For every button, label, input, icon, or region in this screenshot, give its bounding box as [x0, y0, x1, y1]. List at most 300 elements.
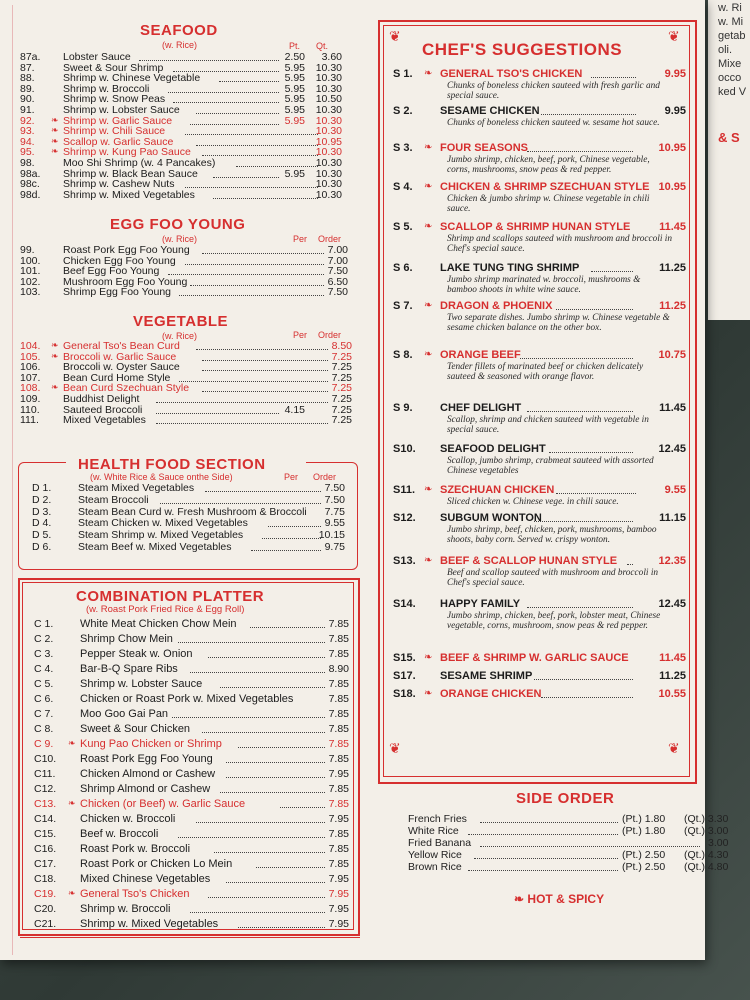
- chef-dish-description: Scallop, shrimp and chicken sauteed with vegetable in special sauce.: [447, 415, 649, 435]
- item-number: 109.: [20, 393, 41, 405]
- dot-leader: [468, 870, 618, 871]
- item-number: 102.: [20, 275, 41, 288]
- item-name: Shrimp w. Lobster Sauce: [63, 104, 180, 116]
- dot-leader: [168, 92, 279, 93]
- dot-leader: [178, 837, 325, 838]
- item-number: C14.: [34, 813, 57, 825]
- side-item-quart: (Qt.) 3.00: [684, 825, 729, 837]
- item-number: C16.: [34, 843, 57, 855]
- item-price: 10.30: [315, 146, 342, 159]
- chili-pepper-icon: ❧: [424, 142, 433, 153]
- item-price: 7.85: [328, 618, 349, 630]
- dot-leader: [185, 134, 318, 135]
- item-number: C13.: [34, 798, 57, 810]
- chili-pepper-icon: ❧: [68, 798, 76, 808]
- item-number: C 9.: [34, 738, 54, 750]
- chef-code: S18.: [393, 688, 416, 700]
- chef-dish-name: ORANGE CHICKEN: [440, 688, 542, 700]
- item-number: C 1.: [34, 618, 54, 630]
- item-number: D 3.: [32, 505, 52, 518]
- item-price: 10.30: [315, 82, 342, 95]
- chili-pepper-icon: ❧: [424, 300, 433, 311]
- chef-dish-price: 12.45: [658, 443, 686, 455]
- chef-dish-price: 12.45: [658, 598, 686, 610]
- item-price: 10.30: [315, 61, 342, 74]
- chef-dish-name: SZECHUAN CHICKEN: [440, 484, 555, 496]
- hot-spicy-legend: [514, 892, 604, 906]
- dot-leader: [190, 285, 324, 286]
- item-number: 89.: [20, 82, 35, 95]
- dot-leader: [236, 166, 318, 167]
- item-price: 7.00: [327, 254, 348, 267]
- item-number: C 6.: [34, 693, 54, 705]
- item-number: C 2.: [34, 633, 54, 645]
- chef-code: S10.: [393, 443, 416, 455]
- chef-dish-name: GENERAL TSO'S CHICKEN: [440, 68, 583, 80]
- chef-dish-name: CHICKEN & SHRIMP SZECHUAN STYLE: [440, 181, 650, 193]
- item-price: 7.25: [331, 382, 352, 395]
- dot-leader: [208, 897, 325, 898]
- item-name: Steam Broccoli: [78, 493, 149, 506]
- seafood-title: SEAFOOD: [140, 22, 218, 39]
- seafood-subtitle: (w. Rice): [162, 40, 198, 50]
- col-order: Order: [313, 472, 337, 482]
- egg-foo-young-subtitle: (w. Rice): [162, 234, 198, 244]
- item-price: 10.30: [315, 114, 342, 127]
- chef-dish-description: Sliced chicken w. Chinese vege. in chili sauce.: [447, 497, 619, 507]
- item-number: 88.: [20, 72, 35, 85]
- dot-leader: [262, 538, 321, 539]
- item-name: Shrimp w. Broccoli: [80, 903, 171, 915]
- item-name: Shrimp w. Chili Sauce: [63, 125, 166, 138]
- side-item-name: White Rice: [408, 825, 459, 837]
- strip-text: getab: [718, 30, 746, 42]
- chef-dish-price: 11.25: [659, 670, 686, 682]
- dot-leader: [541, 697, 633, 698]
- col-order: Order: [318, 330, 342, 340]
- item-number: D 2.: [32, 493, 52, 506]
- item-price: 7.85: [328, 678, 349, 690]
- chef-code: S 4.: [393, 181, 413, 193]
- chef-code: S13.: [393, 555, 416, 567]
- side-item-quart: (Qt.) 4.30: [684, 849, 729, 861]
- strip-text: & S: [718, 130, 740, 145]
- dot-leader: [527, 411, 633, 412]
- col-pt: Pt.: [289, 41, 301, 51]
- dot-leader: [480, 846, 700, 847]
- combination-title: COMBINATION PLATTER: [76, 588, 265, 605]
- dot-leader: [190, 912, 325, 913]
- item-name: Moo Shi Shrimp (w. 4 Pancakes): [63, 157, 216, 169]
- chef-dish-price: 10.55: [658, 688, 686, 700]
- chef-code: S 7.: [393, 300, 413, 312]
- dot-leader: [591, 77, 636, 78]
- item-name: Chicken (or Beef) w. Garlic Sauce: [80, 798, 246, 810]
- item-number: 106.: [20, 361, 41, 374]
- item-number: 98.: [20, 157, 35, 169]
- item-number: 87.: [20, 61, 35, 74]
- item-number: 98c.: [20, 178, 40, 191]
- chef-dish-name: SESAME CHICKEN: [440, 105, 540, 117]
- chef-code: S11.: [393, 484, 416, 496]
- dot-leader: [556, 309, 633, 310]
- item-price: 7.75: [324, 505, 345, 518]
- item-price: 6.50: [327, 275, 348, 288]
- item-number: C18.: [34, 873, 57, 885]
- item-name: Buddhist Delight: [63, 393, 140, 405]
- item-name: Bean Curd Home Style: [63, 371, 171, 384]
- item-price: 7.85: [328, 723, 349, 735]
- item-number: 103.: [20, 286, 41, 299]
- dot-leader: [179, 381, 328, 382]
- chili-pepper-icon: ❧: [424, 221, 433, 232]
- dot-leader: [160, 503, 321, 504]
- dot-leader: [219, 81, 279, 82]
- chef-dish-description: Beef and scallop sauteed with mushroom and broccoli in Chef's special sauce.: [447, 568, 659, 588]
- page-rule: [12, 5, 13, 955]
- vegetable-title: VEGETABLE: [133, 313, 229, 330]
- chef-code: S17.: [393, 670, 416, 682]
- item-number: 98a.: [20, 167, 41, 180]
- item-number: 94.: [20, 135, 35, 148]
- item-number: C 7.: [34, 708, 54, 720]
- dot-leader: [251, 550, 321, 551]
- col-per: Per: [293, 234, 308, 244]
- chef-dish-price: 11.25: [659, 300, 686, 312]
- dot-leader: [556, 493, 636, 494]
- chili-pepper-icon: ❧: [424, 181, 433, 192]
- side-item-quart: (Qt.) 3.30: [684, 813, 729, 825]
- side-item-pint: (Pt.) 1.80: [622, 813, 666, 825]
- item-name: Shrimp Almond or Cashew: [80, 783, 211, 795]
- dot-leader: [172, 717, 325, 718]
- item-price: 10.30: [315, 72, 342, 85]
- item-name: Shrimp w. Mixed Vegetables: [80, 918, 219, 930]
- chef-code: S 6.: [393, 262, 413, 274]
- dot-leader: [156, 423, 328, 424]
- item-name: Sauteed Broccoli: [63, 403, 143, 416]
- dot-leader: [190, 124, 279, 125]
- chef-dish-description: Tender fillets of marinated beef or chicken delicately sauteed & seasoned with orange flavor.: [447, 362, 644, 382]
- item-number: C15.: [34, 828, 57, 840]
- dot-leader: [190, 672, 325, 673]
- chef-dish-price: 9.55: [664, 484, 686, 496]
- item-price-small: 5.95: [284, 72, 305, 85]
- item-price: 7.85: [328, 633, 349, 645]
- item-number: C21.: [34, 918, 57, 930]
- chef-dish-price: 11.15: [659, 512, 686, 524]
- item-name: Lobster Sauce: [63, 51, 131, 63]
- chili-pepper-icon: ❧: [51, 114, 59, 125]
- chili-pepper-icon: ❧: [68, 888, 76, 898]
- chef-code: S 2.: [393, 105, 413, 117]
- item-name: Shrimp w. Kung Pao Sauce: [63, 146, 191, 159]
- dot-leader: [178, 642, 325, 643]
- dot-leader: [226, 762, 325, 763]
- item-price-small: 5.95: [284, 104, 305, 116]
- chef-code: S 9.: [393, 402, 413, 414]
- chef-dish-description: Shrimp and scallops sauteed with mushroom and broccoli in Chef's special sauce.: [447, 234, 673, 254]
- item-number: C11.: [34, 768, 56, 780]
- chef-dish-description: Jumbo shrimp, chicken, beef, pork, Chinese vegetable, corns, mushrooms, snow peas & red pepper.: [447, 155, 650, 175]
- item-number: 110.: [20, 403, 40, 416]
- side-item-name: Yellow Rice: [408, 849, 462, 861]
- dot-leader: [238, 927, 325, 928]
- side-item-pint: (Pt.) 2.50: [622, 861, 666, 873]
- dot-leader: [202, 253, 324, 254]
- item-name: Broccoli w. Garlic Sauce: [63, 350, 177, 363]
- item-name: Roast Pork or Chicken Lo Mein: [80, 858, 233, 870]
- item-price: 10.30: [315, 178, 342, 191]
- side-item-pint: (Pt.) 1.80: [622, 825, 666, 837]
- item-name: Shrimp Chow Mein: [80, 633, 173, 645]
- item-price-small: 5.95: [284, 82, 305, 95]
- chef-dish-price: 9.95: [664, 68, 686, 80]
- item-price: 7.85: [328, 798, 349, 810]
- item-number: C12.: [34, 783, 57, 795]
- col-per: Per: [293, 330, 308, 340]
- chili-pepper-icon: ❧: [424, 68, 433, 79]
- item-number: 92.: [20, 114, 35, 127]
- item-name: Moo Goo Gai Pan: [80, 708, 169, 720]
- item-price: 7.50: [327, 265, 348, 278]
- side-item-name: Brown Rice: [408, 861, 462, 873]
- item-name: Bar-B-Q Spare Ribs: [80, 663, 178, 675]
- item-name: Mixed Vegetables: [63, 414, 146, 427]
- item-price: 7.25: [331, 414, 352, 427]
- item-name: Steam Shrimp w. Mixed Vegetables: [78, 529, 244, 542]
- dot-leader: [179, 295, 324, 296]
- item-price: 7.25: [331, 393, 352, 405]
- chef-code: S 5.: [393, 221, 413, 233]
- item-price: 7.25: [331, 403, 352, 416]
- item-number: C 4.: [34, 663, 54, 675]
- dot-leader: [196, 822, 325, 823]
- chef-dish-description: Chicken & jumbo shrimp w. Chinese vegetable in chili sauce.: [447, 194, 650, 214]
- chef-dish-name: CHEF DELIGHT: [440, 402, 522, 414]
- item-name: Beef w. Broccoli: [80, 828, 159, 840]
- item-price-small: 5.95: [284, 61, 305, 74]
- item-number: D 4.: [32, 517, 52, 530]
- item-number: 100.: [20, 254, 41, 267]
- item-price: 9.75: [324, 541, 345, 553]
- item-name: Steam Bean Curd w. Fresh Mushroom & Broccoli: [78, 505, 307, 518]
- item-price: 7.85: [328, 753, 349, 765]
- chef-dish-description: Jumbo shrimp, beef, chicken, pork, mushrooms, bamboo shoots, baby corn. Served w. crispy wonton.: [447, 525, 657, 545]
- item-number: 99.: [20, 244, 35, 256]
- dot-leader: [220, 792, 325, 793]
- chef-dish-price: 10.75: [658, 349, 686, 361]
- chili-pepper-icon: ❧: [51, 146, 59, 157]
- item-name: Shrimp w. Snow Peas: [63, 93, 166, 106]
- chef-dish-name: ORANGE BEEF: [440, 349, 521, 361]
- dot-leader: [208, 657, 325, 658]
- item-number: D 1.: [32, 482, 52, 494]
- bottom-rule: [20, 937, 360, 938]
- dot-leader: [527, 151, 633, 152]
- item-name: Shrimp w. Chinese Vegetable: [63, 72, 201, 85]
- item-price: 3.60: [321, 51, 342, 63]
- chef-code: S15.: [393, 652, 416, 664]
- chef-code: S 3.: [393, 142, 413, 154]
- item-name: Steam Chicken w. Mixed Vegetables: [78, 517, 248, 530]
- item-price: 7.95: [328, 768, 349, 780]
- item-name: Bean Curd Szechuan Style: [63, 382, 190, 395]
- item-price: 10.95: [315, 135, 342, 148]
- item-price: 7.95: [328, 903, 349, 915]
- item-number: 108.: [20, 382, 41, 395]
- dot-leader: [168, 274, 324, 275]
- item-price: 7.85: [328, 843, 349, 855]
- chili-pepper-icon: ❧: [51, 135, 59, 146]
- chili-pepper-icon: ❧: [424, 484, 433, 495]
- dot-leader: [196, 113, 279, 114]
- item-number: 90.: [20, 93, 35, 106]
- strip-text: w. Mi: [718, 16, 744, 28]
- dot-leader: [268, 526, 321, 527]
- chef-dish-name: SEAFOOD DELIGHT: [440, 443, 546, 455]
- combination-subtitle: (w. Roast Pork Fried Rice & Egg Roll): [86, 604, 245, 615]
- item-name: Broccoli w. Oyster Sauce: [63, 361, 180, 374]
- item-name: Mushroom Egg Foo Young: [63, 275, 188, 288]
- chili-pepper-icon: ❧: [424, 652, 433, 663]
- chef-dish-price: 11.45: [659, 221, 686, 233]
- item-price: 7.85: [328, 708, 349, 720]
- item-price: 7.95: [328, 873, 349, 885]
- item-number: C 8.: [34, 723, 54, 735]
- item-name: Chicken or Roast Pork w. Mixed Vegetables: [80, 693, 294, 705]
- item-price: 7.85: [328, 738, 349, 750]
- chef-code: S 1.: [393, 68, 413, 80]
- dot-leader: [591, 271, 633, 272]
- chef-dish-description: Jumbo shrimp marinated w. broccoli, mushrooms & bamboo shoots in white wine sauce.: [447, 275, 641, 295]
- item-name: Sweet & Sour Shrimp: [63, 61, 164, 74]
- item-price: 10.30: [315, 157, 342, 169]
- dot-leader: [213, 198, 318, 199]
- item-name: Pepper Steak w. Onion: [80, 648, 193, 660]
- chef-code: S 8.: [393, 349, 413, 361]
- col-order: Order: [318, 234, 342, 244]
- dot-leader: [213, 177, 279, 178]
- vegetable-subtitle: (w. Rice): [162, 331, 198, 341]
- chef-dish-price: 11.45: [659, 402, 686, 414]
- adjacent-menu-page-edge: [708, 0, 750, 320]
- item-number: C17.: [34, 858, 57, 870]
- item-name: Shrimp w. Lobster Sauce: [80, 678, 203, 690]
- col-qt: Qt.: [316, 41, 329, 51]
- chef-dish-name: BEEF & SHRIMP W. GARLIC SAUCE: [440, 652, 629, 664]
- health-food-title: HEALTH FOOD SECTION: [78, 456, 266, 473]
- chili-pepper-icon: ❧: [68, 738, 76, 748]
- item-price: 7.50: [324, 493, 345, 506]
- item-name: Shrimp w. Black Bean Sauce: [63, 167, 198, 180]
- item-name: Roast Pork Egg Foo Young: [80, 753, 213, 765]
- chef-dish-description: Two separate dishes. Jumbo shrimp w. Chinese vegetable & sesame chicken balance on the other box.: [447, 313, 670, 333]
- side-order-title: SIDE ORDER: [516, 790, 615, 807]
- strip-text: w. Ri: [718, 2, 742, 14]
- item-price: 7.85: [328, 858, 349, 870]
- item-number: 93.: [20, 125, 35, 138]
- item-price: 10.30: [315, 167, 342, 180]
- dot-leader: [196, 349, 328, 350]
- chef-dish-name: SESAME SHRIMP: [440, 670, 533, 682]
- dot-leader: [205, 491, 321, 492]
- col-per: Per: [284, 472, 299, 482]
- chili-pepper-icon: ❧: [51, 125, 59, 136]
- item-price: 7.95: [328, 918, 349, 930]
- item-price: 7.85: [328, 783, 349, 795]
- chef-box-inner: [383, 25, 690, 777]
- strip-text: Mixe: [718, 58, 742, 70]
- dot-leader: [202, 370, 328, 371]
- item-price-small: 4.15: [284, 403, 305, 416]
- chili-pepper-icon: ❧: [51, 340, 59, 350]
- chef-dish-name: SCALLOP & SHRIMP HUNAN STYLE: [440, 221, 631, 233]
- item-number: 91.: [20, 104, 35, 116]
- dot-leader: [202, 391, 328, 392]
- item-price-small: 5.95: [284, 167, 305, 180]
- item-name: Scallop w. Garlic Sauce: [63, 135, 174, 148]
- dot-leader: [534, 679, 633, 680]
- dot-leader: [541, 114, 636, 115]
- item-name: Shrimp Egg Foo Young: [63, 286, 171, 299]
- item-price: 7.85: [328, 828, 349, 840]
- item-name: General Tso's Chicken: [80, 888, 190, 900]
- chili-pepper-icon: ❧: [424, 688, 433, 699]
- item-name: Kung Pao Chicken or Shrimp: [80, 738, 222, 750]
- dot-leader: [173, 102, 279, 103]
- item-number: 104.: [20, 340, 41, 352]
- item-price: 10.30: [315, 188, 342, 201]
- item-price: 10.50: [315, 93, 342, 106]
- dot-leader: [474, 858, 618, 859]
- item-price: 10.30: [315, 125, 342, 138]
- item-number: D 6.: [32, 541, 52, 553]
- item-price: 7.25: [331, 361, 352, 374]
- strip-text: ked V: [718, 86, 747, 98]
- item-price: 8.90: [328, 663, 349, 675]
- chili-pepper-icon: ❧: [514, 892, 525, 906]
- side-item-quart: (Qt.) 4.80: [684, 861, 729, 873]
- dot-leader: [480, 822, 618, 823]
- item-name: Shrimp w. Cashew Nuts: [63, 178, 175, 191]
- item-name: Shrimp w. Mixed Vegetables: [63, 188, 195, 201]
- item-name: Chicken Almond or Cashew: [80, 768, 216, 780]
- item-price: 10.15: [318, 529, 345, 542]
- item-price: 10.30: [315, 104, 342, 116]
- item-name: Mixed Chinese Vegetables: [80, 873, 211, 885]
- chef-code: S12.: [393, 512, 416, 524]
- chili-pepper-icon: ❧: [51, 382, 59, 393]
- item-number: C10.: [34, 753, 57, 765]
- item-price: 7.25: [331, 371, 352, 384]
- item-number: C19.: [34, 888, 57, 900]
- item-price-small: 5.95: [284, 114, 305, 127]
- chef-code: S14.: [393, 598, 416, 610]
- chef-dish-description: Chunks of boneless chicken sauteed with fresh garlic and special sauce.: [447, 81, 660, 101]
- item-price-small: 2.50: [284, 51, 305, 63]
- item-price: 7.50: [324, 482, 345, 494]
- chef-title: CHEF'S SUGGESTIONS: [422, 40, 623, 59]
- item-name: Shrimp w. Broccoli: [63, 82, 150, 95]
- item-price: 7.95: [328, 888, 349, 900]
- item-number: C 5.: [34, 678, 54, 690]
- item-name: Sweet & Sour Chicken: [80, 723, 191, 735]
- dot-leader: [226, 777, 325, 778]
- dot-leader: [196, 145, 318, 146]
- item-price: 7.50: [327, 286, 348, 299]
- item-number: D 5.: [32, 529, 52, 542]
